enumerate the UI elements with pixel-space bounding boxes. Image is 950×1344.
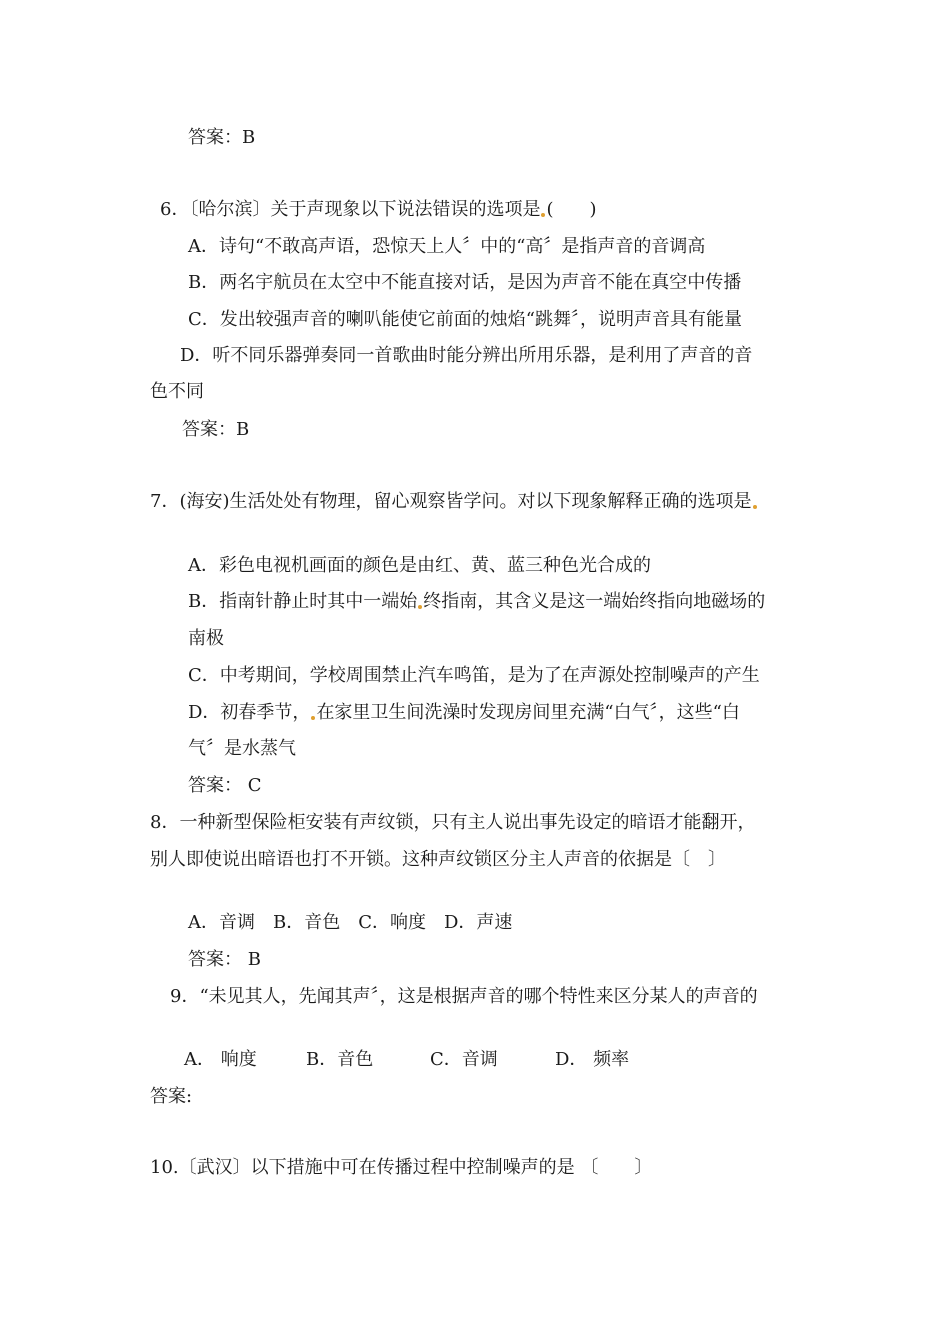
q7-stem [150, 490, 758, 514]
q9-stem: 9．“未见其人，先闻其声〞，这是根据声音的哪个特性来区分某人的声音的 [170, 986, 758, 1007]
q7-option-d-mark [311, 716, 315, 720]
q8-answer: 答案： B [188, 949, 261, 970]
q9-option-c: C．音调 [430, 1049, 498, 1070]
q6-option-d-line1: D．听不同乐器弹奏同一首歌曲时能分辨出所用乐器，是利用了声音的音 [180, 345, 753, 366]
q7-option-d-line2: 气〞是水蒸气 [188, 738, 296, 759]
q6-option-a: A．诗句“不敢高声语，恐惊天上人〞中的“高〞是指声音的音调高 [188, 236, 706, 257]
q9-answer: 答案: [150, 1086, 193, 1107]
q6-blank: ( ) [546, 199, 597, 220]
q10-stem: 10.〔武汉〕以下措施中可在传播过程中控制噪声的是 〔 〕 [150, 1157, 653, 1178]
q7-option-a: A．彩色电视机画面的颜色是由红、黄、蓝三种色光合成的 [188, 555, 651, 576]
q7-option-b-part1: B．指南针静止时其中一端始 [188, 591, 418, 612]
q9-option-b: B．音色 [306, 1049, 374, 1070]
q6-option-d-line2: 色不同 [150, 381, 204, 402]
q9-option-d: D． 频率 [555, 1049, 630, 1070]
q8-options: A．音调 B．音色 C．响度 D．声速 [188, 912, 513, 933]
q7-stem-mark [753, 505, 757, 509]
q9-option-a: A． 响度 [184, 1049, 257, 1070]
q8-stem-line1: 8．一种新型保险柜安装有声纹锁，只有主人说出事先设定的暗语才能翻开， [150, 812, 756, 833]
q6-stem [160, 198, 597, 222]
q7-stem-text: 7．(海安)生活处处有物理，留心观察皆学问。对以下现象解释正确的选项是 [150, 491, 752, 512]
q6-stem-text: 6．〔哈尔滨〕关于声现象以下说法错误的选项是 [160, 199, 541, 220]
q7-option-b-line1 [188, 590, 765, 614]
q7-option-b-line2: 南极 [188, 628, 224, 649]
q5-answer: 答案：B [188, 127, 256, 148]
q6-option-b: B．两名宇航员在太空中不能直接对话，是因为声音不能在真空中传播 [188, 272, 742, 293]
q6-stem-mark [541, 213, 545, 217]
q7-option-d-part2: 在家里卫生间洗澡时发现房间里充满“白气〞，这些“白 [316, 702, 740, 723]
q8-stem-line2: 别人即使说出暗语也打不开锁。这种声纹锁区分主人声音的依据是〔 〕 [150, 849, 726, 870]
q6-answer: 答案：B [182, 419, 250, 440]
q7-answer: 答案： C [188, 775, 262, 796]
q7-option-b-mark [418, 605, 422, 609]
q7-option-d-line1 [188, 701, 740, 725]
q7-option-d-part1: D．初春季节， [188, 702, 311, 723]
q7-option-c: C．中考期间，学校周围禁止汽车鸣笛，是为了在声源处控制噪声的产生 [188, 665, 760, 686]
q7-option-b-part2: 终指南，其含义是这一端始终指向地磁场的 [423, 591, 766, 612]
q6-option-c: C．发出较强声音的喇叭能使它前面的烛焰“跳舞〞，说明声音具有能量 [188, 309, 742, 330]
